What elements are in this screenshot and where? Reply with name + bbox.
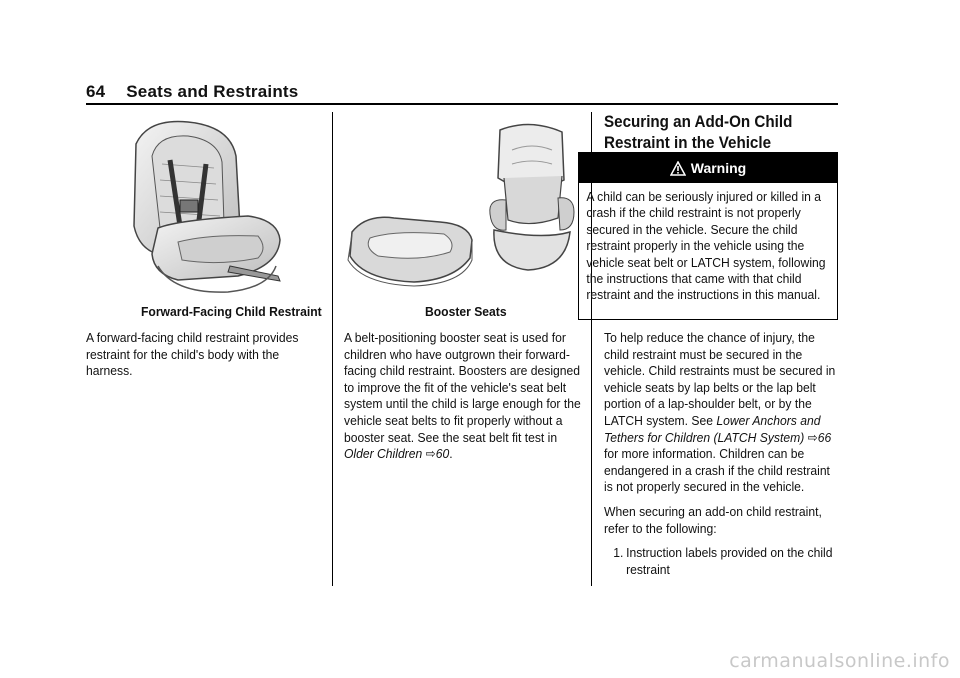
refer-paragraph: When securing an add-on child restraint, refer to the following: <box>604 503 822 536</box>
page-ref-60[interactable]: 60 <box>435 446 450 462</box>
header-rule <box>86 103 838 105</box>
left-column <box>86 330 322 388</box>
securing-text: To help reduce the chance of injury, the child restraint must be secured in the vehicle. Child restraints must be secured in vehicle seats by lap belts or the lap belt portion of a lap-shoulder belt, or by the LATCH system. See <box>604 330 836 428</box>
warning-triangle-icon <box>670 161 686 176</box>
column-divider-left <box>332 112 333 586</box>
latch-link[interactable]: Lower Anchors and Tethers for Children (LATCH System) <box>604 412 821 445</box>
securing-title: Securing an Add-On Child Restraint in the Vehicle <box>604 113 793 152</box>
list-item <box>604 545 838 578</box>
older-children-link[interactable]: Older Children <box>344 446 423 462</box>
booster-seat-highback-illustration <box>482 120 578 272</box>
list-number: 1. <box>613 545 624 561</box>
forward-facing-caption: Forward-Facing Child Restraint <box>141 304 322 319</box>
securing-paragraph <box>604 330 838 496</box>
ref-arrow-icon: ⇨ <box>425 446 436 462</box>
right-column <box>604 330 838 578</box>
ref-arrow-icon: ⇨ <box>807 429 818 445</box>
page-number: 64 <box>86 82 106 101</box>
securing-text-end: for more information. Children can be endangered in a crash if the child restraint is not properly secured in the vehicle. <box>604 446 830 495</box>
forward-facing-seat-illustration <box>118 116 288 298</box>
booster-text: A belt-positioning booster seat is used for children who have outgrown their forward-facing child restraint. Boosters are designed to improve the fit of the vehicle's seat belt system until the child is large enough for the vehicle seat belts to fit properly without a booster seat. See the seat belt fit test in <box>344 330 581 445</box>
booster-caption: Booster Seats <box>425 304 507 319</box>
middle-column <box>344 330 585 471</box>
warning-header <box>579 153 837 183</box>
page-ref-66[interactable]: 66 <box>817 429 832 445</box>
booster-paragraph <box>344 330 585 463</box>
list-text: Instruction labels provided on the child restraint <box>626 545 833 577</box>
page-header <box>86 82 298 102</box>
booster-end: . <box>449 446 453 462</box>
booster-seat-backless-illustration <box>344 204 478 288</box>
warning-box <box>578 152 838 320</box>
warning-text: A child can be seriously injured or killed in a crash if the child restraint is not properly secured in the vehicle. Secure the child restraint properly in the vehicle using the vehicle seat belt or LATCH system, following the instructions that came with that child restraint and the instructions in this manual. <box>586 189 826 303</box>
forward-facing-paragraph: A forward-facing child restraint provides restraint for the child's body with the harness. <box>86 330 299 379</box>
warning-label: Warning <box>690 160 747 176</box>
watermark: carmanualsonline.info <box>729 650 950 672</box>
section-title: Seats and Restraints <box>126 82 299 101</box>
